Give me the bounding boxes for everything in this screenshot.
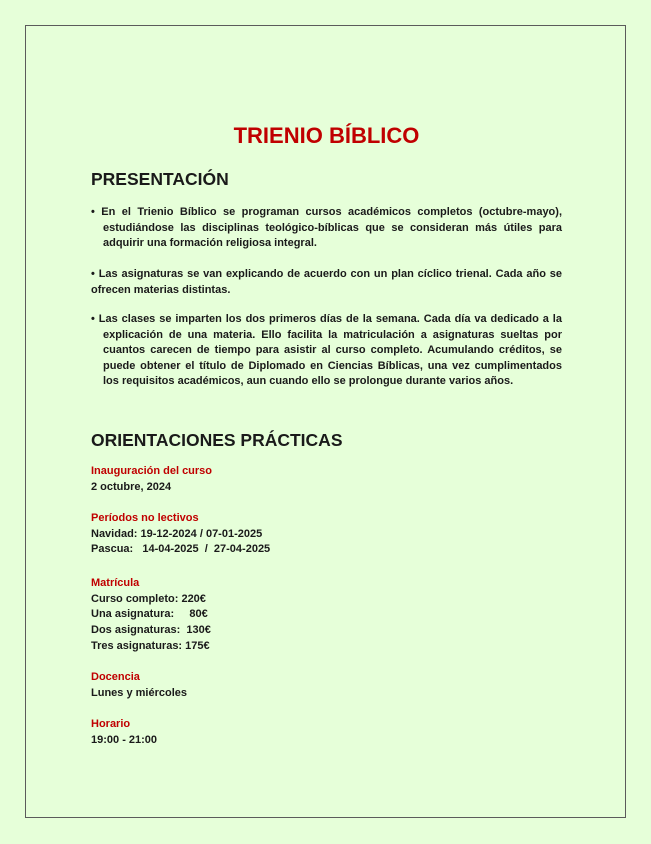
bullet-text: Las clases se imparten los dos primeros días de la semana. Cada día va dedicado a la explicación de una materia. Ello facilita la matriculación a asignaturas sueltas por cuantos carecen de tiempo para asistir al curso completo. Acumulando créditos, se puede obtener el título de Diplomado en Ciencias Bíblicas, una vez cumplimentados los requisitos académicos, aun cuando ello se prolongue durante varios años. — [98, 313, 562, 387]
page-title: TRIENIO BÍBLICO — [233, 123, 420, 148]
value-docencia: Lunes y miércoles — [91, 687, 187, 699]
bullet-item-1 — [91, 205, 562, 252]
label-docencia: Docencia — [91, 671, 140, 683]
value-horario: 19:00 - 21:00 — [91, 734, 158, 746]
bullet-icon: • — [91, 206, 95, 218]
label-matricula: Matrícula — [91, 577, 140, 589]
bullet-icon: • — [91, 313, 95, 325]
value-curso-completo: Curso completo: 220€ — [91, 593, 206, 605]
section-heading-orientaciones: ORIENTACIONES PRÁCTICAS — [91, 430, 343, 450]
label-horario: Horario — [91, 718, 131, 730]
bullet-icon: • — [91, 268, 95, 280]
value-dos-asignaturas: Dos asignaturas: 130€ — [91, 624, 211, 636]
label-inauguracion: Inauguración del curso — [91, 465, 213, 477]
value-inauguracion: 2 octubre, 2024 — [91, 481, 172, 493]
section-heading-presentacion: PRESENTACIÓN — [91, 169, 229, 189]
bullet-item-3 — [91, 312, 562, 390]
bullet-text: En el Trienio Bíblico se programan cursos académicos completos (octubre-mayo), estudiándose las disciplinas teológico-bíblicas que se consideran más útiles para adquirir una formación religiosa integral. — [101, 206, 562, 249]
bullet-text: Las asignaturas se van explicando de acuerdo con un plan cíclico trienal. Cada año se ofrecen materias distintas. — [91, 268, 562, 296]
value-tres-asignaturas: Tres asignaturas: 175€ — [91, 640, 210, 652]
value-una-asignatura: Una asignatura: 80€ — [91, 608, 208, 620]
label-periodos: Períodos no lectivos — [91, 512, 199, 524]
bullet-item-2 — [91, 267, 562, 298]
value-pascua: Pascua: 14-04-2025 / 27-04-2025 — [91, 543, 271, 555]
value-navidad: Navidad: 19-12-2024 / 07-01-2025 — [91, 528, 263, 540]
